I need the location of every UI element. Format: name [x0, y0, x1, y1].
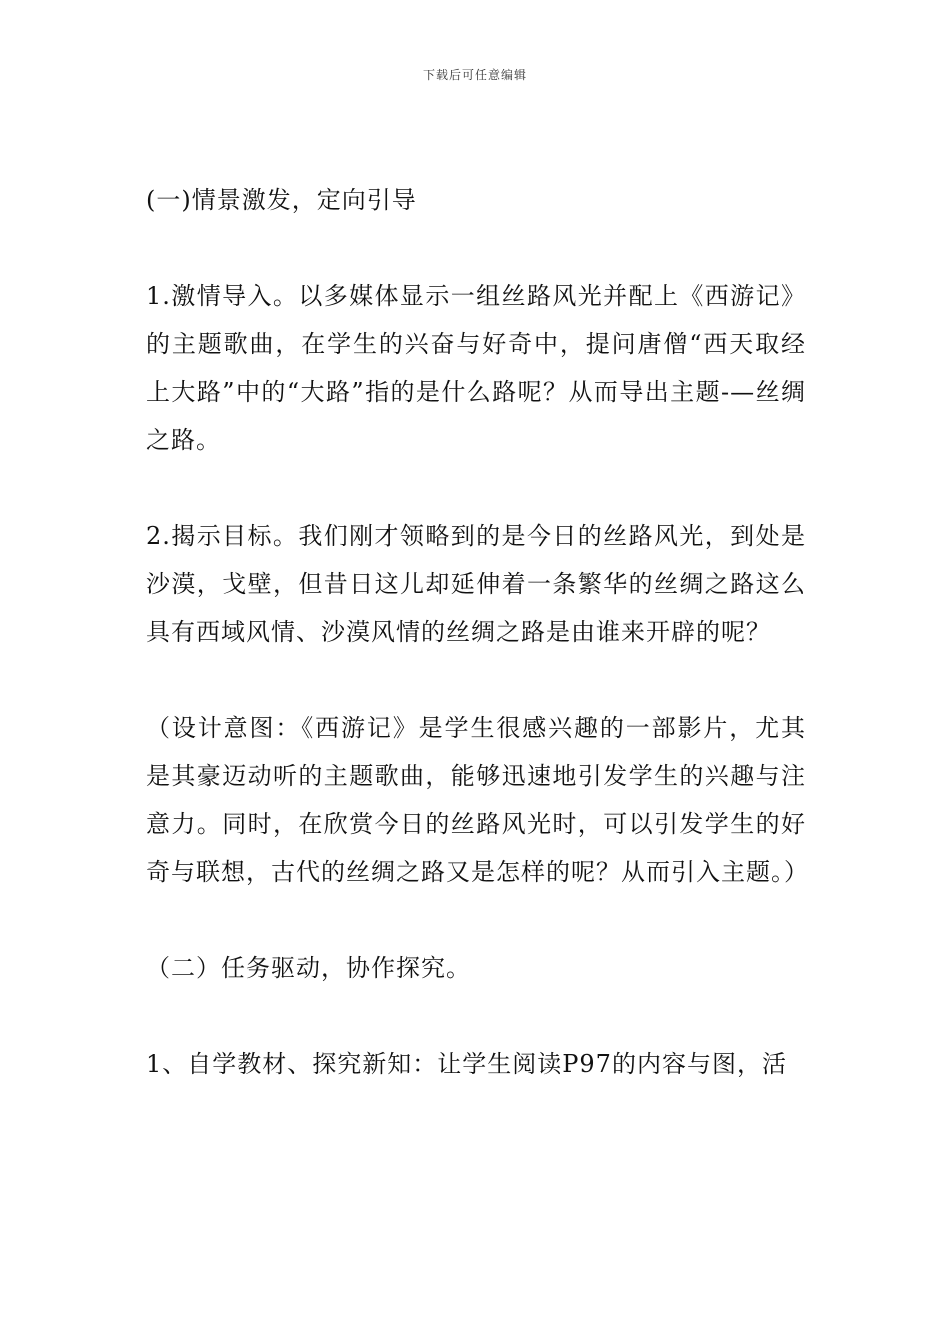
paragraph-self-study: 1、自学教材、探究新知：让学生阅读P97的内容与图，活 — [146, 1050, 787, 1078]
paragraph-design-intent: （设计意图：《西游记》是学生很感兴趣的一部影片，尤其是其豪迈动听的主题歌曲，能够迅速地引发学生的兴趣与注意力。同时，在欣赏今日的丝路风光时，可以引发学生的好奇与联想，古代的丝绸之路又是怎样的呢？从而引入主题。） — [146, 714, 809, 886]
section-heading-1: (一)情景激发，定向引导 — [146, 186, 417, 214]
document-body — [146, 176, 809, 1088]
paragraph-intro: 1.激情导入。以多媒体显示一组丝路风光并配上《西游记》的主题歌曲，在学生的兴奋与好奇中，提问唐僧“西天取经上大路”中的“大路”指的是什么路呢？从而导出主题-—丝绸之路。 — [146, 282, 806, 454]
section-heading-2: （二）任务驱动，协作探究。 — [146, 954, 471, 982]
paragraph-goal: 2.揭示目标。我们刚才领略到的是今日的丝路风光，到处是沙漠，戈壁，但昔日这儿却延伸着一条繁华的丝绸之路这么具有西域风情、沙漠风情的丝绸之路是由谁来开辟的呢？ — [146, 522, 806, 646]
header-note: 下载后可任意编辑 — [422, 68, 527, 82]
